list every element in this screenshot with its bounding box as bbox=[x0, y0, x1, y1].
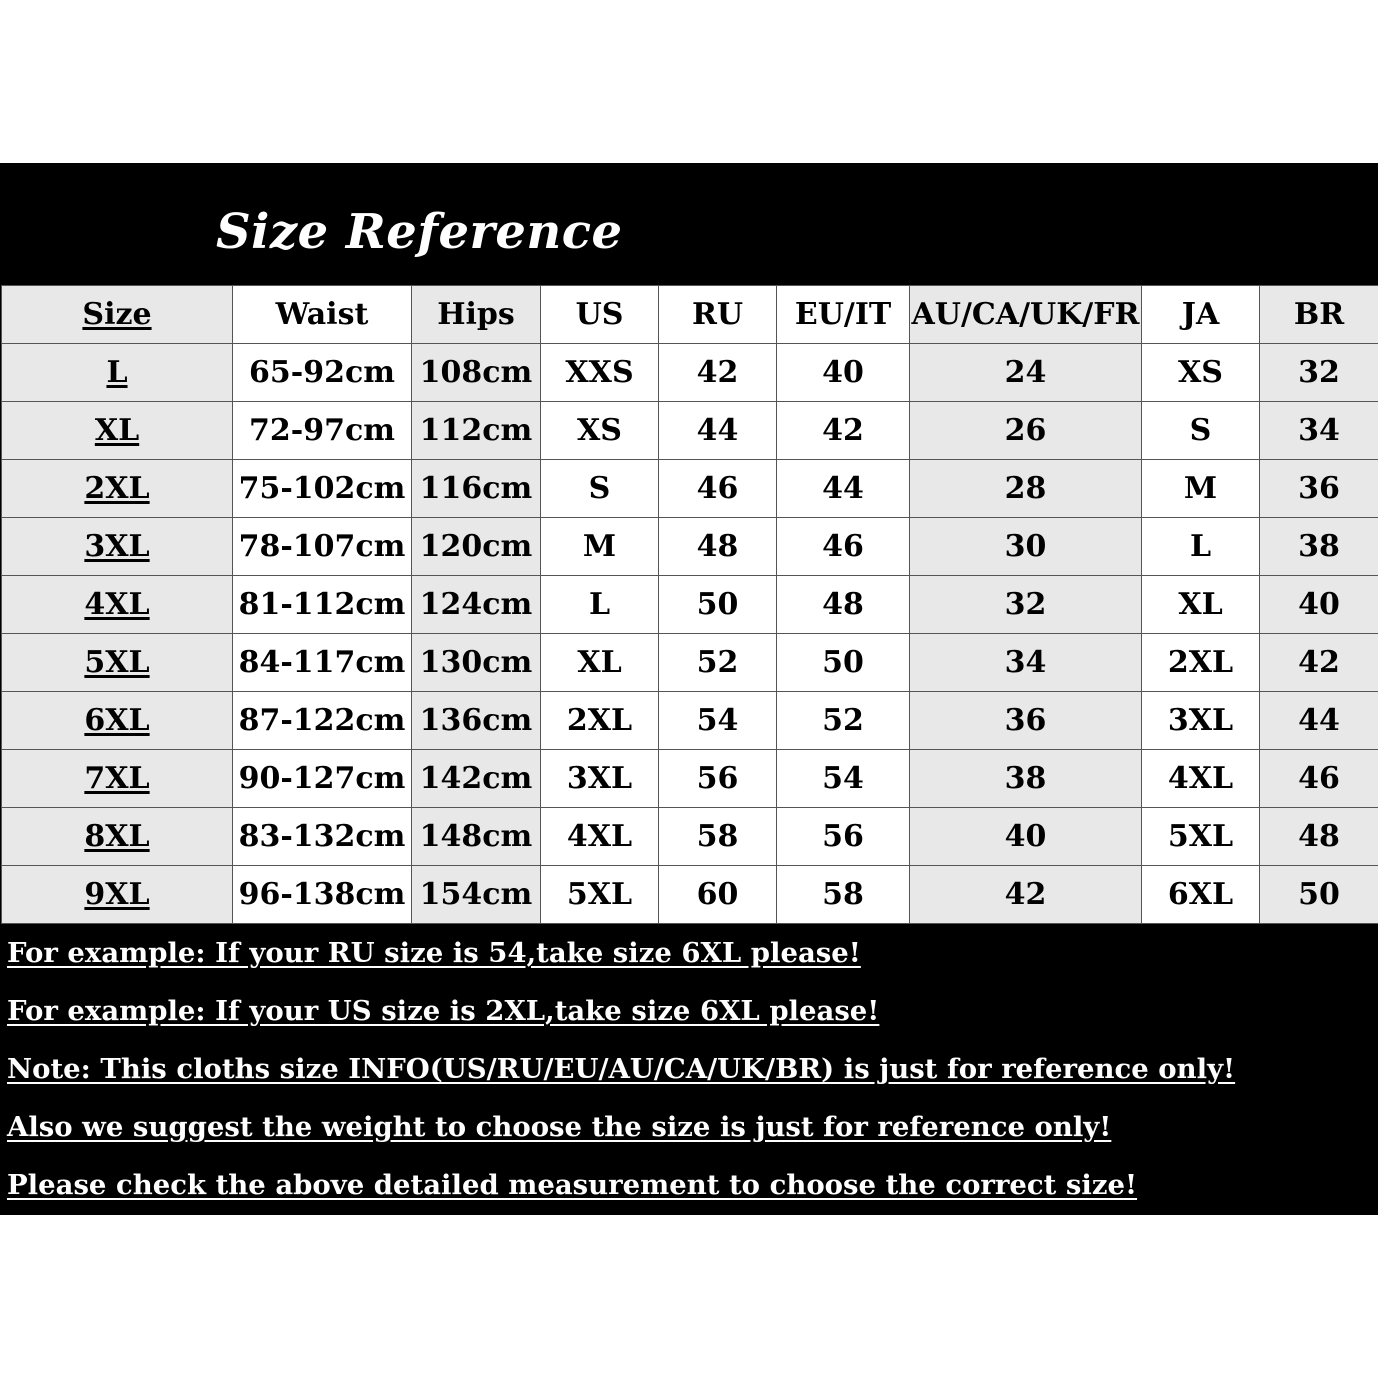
cell-waist: 84-117cm bbox=[233, 634, 412, 692]
cell-ja: 3XL bbox=[1142, 692, 1260, 750]
table-header-row bbox=[2, 286, 1378, 344]
header-br: BR bbox=[1260, 286, 1378, 344]
cell-au-ca-uk-fr: 34 bbox=[910, 634, 1142, 692]
cell-ru: 50 bbox=[659, 576, 777, 634]
cell-au-ca-uk-fr: 42 bbox=[910, 866, 1142, 924]
cell-au-ca-uk-fr: 28 bbox=[910, 460, 1142, 518]
cell-size: 8XL bbox=[2, 808, 233, 866]
header-eu-it: EU/IT bbox=[777, 286, 910, 344]
cell-hips: 116cm bbox=[412, 460, 541, 518]
cell-hips: 136cm bbox=[412, 692, 541, 750]
cell-au-ca-uk-fr: 30 bbox=[910, 518, 1142, 576]
cell-eu-it: 52 bbox=[777, 692, 910, 750]
note-line: Please check the above detailed measurement to choose the correct size! bbox=[7, 1169, 1138, 1201]
cell-br: 42 bbox=[1260, 634, 1378, 692]
cell-hips: 148cm bbox=[412, 808, 541, 866]
cell-eu-it: 42 bbox=[777, 402, 910, 460]
table-row bbox=[2, 460, 1378, 518]
cell-br: 44 bbox=[1260, 692, 1378, 750]
cell-us: XL bbox=[541, 634, 659, 692]
cell-eu-it: 54 bbox=[777, 750, 910, 808]
cell-us: S bbox=[541, 460, 659, 518]
cell-size: 7XL bbox=[2, 750, 233, 808]
cell-hips: 154cm bbox=[412, 866, 541, 924]
cell-waist: 75-102cm bbox=[233, 460, 412, 518]
header-au-ca-uk-fr: AU/CA/UK/FR bbox=[910, 286, 1142, 344]
cell-hips: 130cm bbox=[412, 634, 541, 692]
cell-hips: 112cm bbox=[412, 402, 541, 460]
cell-au-ca-uk-fr: 26 bbox=[910, 402, 1142, 460]
cell-waist: 90-127cm bbox=[233, 750, 412, 808]
notes bbox=[7, 925, 1373, 1215]
cell-us: 3XL bbox=[541, 750, 659, 808]
cell-hips: 120cm bbox=[412, 518, 541, 576]
cell-us: XXS bbox=[541, 344, 659, 402]
header-us: US bbox=[541, 286, 659, 344]
cell-br: 50 bbox=[1260, 866, 1378, 924]
table-body bbox=[2, 344, 1378, 924]
cell-au-ca-uk-fr: 24 bbox=[910, 344, 1142, 402]
note-line: For example: If your US size is 2XL,take size 6XL please! bbox=[7, 995, 880, 1027]
cell-ja: XL bbox=[1142, 576, 1260, 634]
cell-size: 5XL bbox=[2, 634, 233, 692]
cell-au-ca-uk-fr: 32 bbox=[910, 576, 1142, 634]
table-row bbox=[2, 750, 1378, 808]
cell-br: 32 bbox=[1260, 344, 1378, 402]
cell-size: 9XL bbox=[2, 866, 233, 924]
cell-size: L bbox=[2, 344, 233, 402]
cell-size: 6XL bbox=[2, 692, 233, 750]
table-row bbox=[2, 634, 1378, 692]
cell-us: L bbox=[541, 576, 659, 634]
cell-ru: 58 bbox=[659, 808, 777, 866]
note-line: Also we suggest the weight to choose the size is just for reference only! bbox=[7, 1111, 1112, 1143]
cell-eu-it: 56 bbox=[777, 808, 910, 866]
size-table bbox=[1, 285, 1378, 924]
cell-waist: 96-138cm bbox=[233, 866, 412, 924]
cell-hips: 108cm bbox=[412, 344, 541, 402]
cell-waist: 87-122cm bbox=[233, 692, 412, 750]
table-row bbox=[2, 344, 1378, 402]
cell-ru: 46 bbox=[659, 460, 777, 518]
header-size: Size bbox=[2, 286, 233, 344]
cell-us: XS bbox=[541, 402, 659, 460]
table-row bbox=[2, 402, 1378, 460]
table-row bbox=[2, 866, 1378, 924]
cell-eu-it: 58 bbox=[777, 866, 910, 924]
cell-eu-it: 46 bbox=[777, 518, 910, 576]
cell-us: 4XL bbox=[541, 808, 659, 866]
header-ja: JA bbox=[1142, 286, 1260, 344]
cell-ru: 48 bbox=[659, 518, 777, 576]
cell-br: 38 bbox=[1260, 518, 1378, 576]
table-row bbox=[2, 692, 1378, 750]
cell-ja: S bbox=[1142, 402, 1260, 460]
cell-au-ca-uk-fr: 40 bbox=[910, 808, 1142, 866]
cell-ja: 5XL bbox=[1142, 808, 1260, 866]
cell-ja: XS bbox=[1142, 344, 1260, 402]
cell-us: 2XL bbox=[541, 692, 659, 750]
cell-br: 36 bbox=[1260, 460, 1378, 518]
cell-size: XL bbox=[2, 402, 233, 460]
cell-eu-it: 48 bbox=[777, 576, 910, 634]
cell-au-ca-uk-fr: 36 bbox=[910, 692, 1142, 750]
cell-waist: 65-92cm bbox=[233, 344, 412, 402]
cell-ru: 52 bbox=[659, 634, 777, 692]
cell-waist: 72-97cm bbox=[233, 402, 412, 460]
header-waist: Waist bbox=[233, 286, 412, 344]
cell-size: 2XL bbox=[2, 460, 233, 518]
note-line: For example: If your RU size is 54,take size 6XL please! bbox=[7, 937, 861, 969]
cell-ru: 44 bbox=[659, 402, 777, 460]
header-ru: RU bbox=[659, 286, 777, 344]
cell-eu-it: 40 bbox=[777, 344, 910, 402]
cell-ru: 56 bbox=[659, 750, 777, 808]
cell-hips: 124cm bbox=[412, 576, 541, 634]
cell-ru: 54 bbox=[659, 692, 777, 750]
cell-waist: 83-132cm bbox=[233, 808, 412, 866]
table-row bbox=[2, 576, 1378, 634]
cell-size: 3XL bbox=[2, 518, 233, 576]
cell-br: 34 bbox=[1260, 402, 1378, 460]
cell-ja: 2XL bbox=[1142, 634, 1260, 692]
table-row bbox=[2, 518, 1378, 576]
cell-ja: 6XL bbox=[1142, 866, 1260, 924]
cell-br: 40 bbox=[1260, 576, 1378, 634]
cell-ja: L bbox=[1142, 518, 1260, 576]
cell-us: 5XL bbox=[541, 866, 659, 924]
cell-eu-it: 44 bbox=[777, 460, 910, 518]
cell-ja: M bbox=[1142, 460, 1260, 518]
cell-size: 4XL bbox=[2, 576, 233, 634]
table-row bbox=[2, 808, 1378, 866]
cell-ru: 42 bbox=[659, 344, 777, 402]
cell-waist: 81-112cm bbox=[233, 576, 412, 634]
header-hips: Hips bbox=[412, 286, 541, 344]
cell-br: 46 bbox=[1260, 750, 1378, 808]
cell-hips: 142cm bbox=[412, 750, 541, 808]
page-title: Size Reference bbox=[216, 204, 623, 260]
cell-au-ca-uk-fr: 38 bbox=[910, 750, 1142, 808]
cell-waist: 78-107cm bbox=[233, 518, 412, 576]
cell-ru: 60 bbox=[659, 866, 777, 924]
cell-br: 48 bbox=[1260, 808, 1378, 866]
cell-eu-it: 50 bbox=[777, 634, 910, 692]
cell-us: M bbox=[541, 518, 659, 576]
note-line: Note: This cloths size INFO(US/RU/EU/AU/CA/UK/BR) is just for reference only! bbox=[7, 1053, 1236, 1085]
cell-ja: 4XL bbox=[1142, 750, 1260, 808]
